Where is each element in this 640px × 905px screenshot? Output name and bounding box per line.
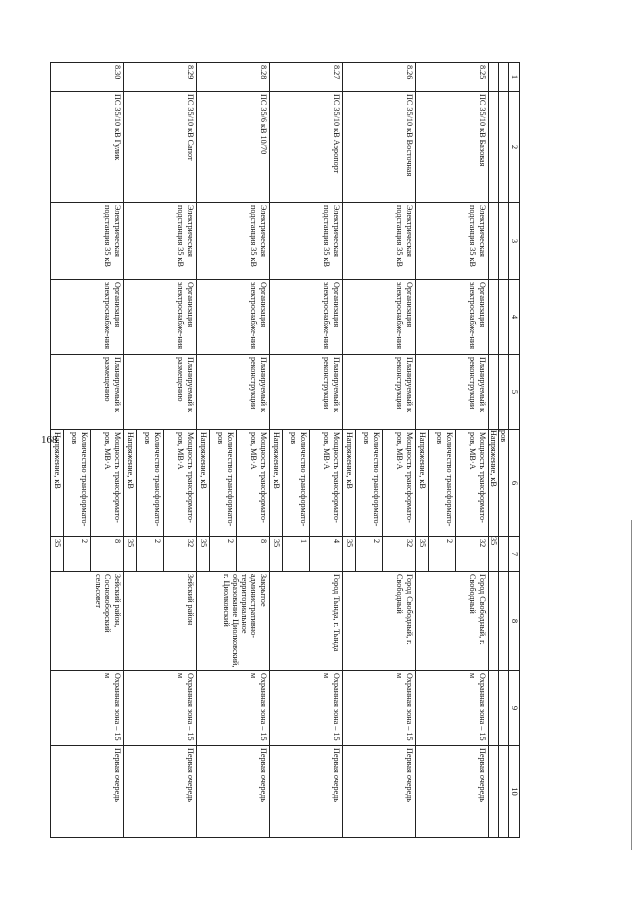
parameter-value: 35	[123, 537, 136, 572]
row-number-cell: 8.27	[269, 63, 342, 92]
parameter-label: Количество трансформато-ров	[63, 430, 90, 537]
column-number-row	[509, 63, 520, 838]
parameter-value: 32	[382, 537, 415, 572]
zone-cell: Охранная зона – 15 м	[123, 671, 196, 746]
page-number: 168	[41, 434, 58, 446]
queue-cell: Первая очередь	[415, 746, 488, 838]
object-name-cell: ПС 35/10 кВ Аэропорт	[269, 92, 342, 203]
status-cell: Планируемый к реконструкции	[342, 355, 415, 430]
parameter-label: Количество трансформато-ров	[428, 430, 455, 537]
continuation-param: ров	[498, 430, 508, 537]
parameter-label: Напряжение, кВ	[123, 430, 136, 537]
table-row	[236, 63, 269, 838]
parameter-label: Количество трансформато-ров	[282, 430, 309, 537]
parameter-value: 2	[63, 537, 90, 572]
parameter-label: Количество трансформато-ров	[136, 430, 163, 537]
object-name-cell: ПС 35/10 кВ Гулик	[50, 92, 123, 203]
zone-cell: Охранная зона – 15 м	[342, 671, 415, 746]
col-header: 1	[509, 63, 520, 92]
object-name-cell: ПС 35/10 кВ Восточная	[342, 92, 415, 203]
zone-cell: Охранная зона – 15 м	[269, 671, 342, 746]
col-header: 10	[509, 746, 520, 838]
parameter-value: 35	[196, 537, 209, 572]
continuation-value: 35	[488, 537, 498, 572]
status-cell: Планируемый к реконструкции	[415, 355, 488, 430]
table-row	[382, 63, 415, 838]
parameter-label: Напряжение, кВ	[269, 430, 282, 537]
object-type-cell: Электрическая подстанция 35 кВ	[342, 203, 415, 280]
row-number-cell: 8.26	[342, 63, 415, 92]
table-row	[455, 63, 488, 838]
object-name-cell: ПС 35/10 кВ Сапот	[123, 92, 196, 203]
table-row	[90, 63, 123, 838]
parameter-value: 35	[415, 537, 428, 572]
parameter-value: 2	[355, 537, 382, 572]
row-number-cell: 8.30	[50, 63, 123, 92]
purpose-cell: Организация электроснабже-ния	[123, 280, 196, 355]
col-header: 4	[509, 280, 520, 355]
object-table	[50, 62, 520, 838]
margin-rule	[631, 520, 632, 850]
parameter-value: 35	[342, 537, 355, 572]
location-cell: Зейский район, Сосновоборский сельсовет	[50, 572, 123, 671]
table-body	[50, 63, 488, 838]
col-header: 8	[509, 572, 520, 671]
table-row	[309, 63, 342, 838]
col-header: 6	[509, 430, 520, 537]
zone-cell: Охранная зона – 15 м	[415, 671, 488, 746]
rotated-table-frame	[52, 62, 520, 837]
location-cell: Город Свободный, г. Свободный	[415, 572, 488, 671]
parameter-label: Мощность трансформато-ров, МВ·А	[236, 430, 269, 537]
zone-cell: Охранная зона – 15 м	[50, 671, 123, 746]
parameter-label: Количество трансформато-ров	[355, 430, 382, 537]
location-cell: Зейский район	[123, 572, 196, 671]
queue-cell: Первая очередь	[123, 746, 196, 838]
parameter-label: Напряжение, кВ	[196, 430, 209, 537]
object-type-cell: Электрическая подстанция 35 кВ	[269, 203, 342, 280]
queue-cell: Первая очередь	[50, 746, 123, 838]
parameter-label: Напряжение, кВ	[415, 430, 428, 537]
col-header: 5	[509, 355, 520, 430]
row-number-cell: 8.28	[196, 63, 269, 92]
parameter-label: Мощность трансформато-ров, МВ·А	[455, 430, 488, 537]
parameter-label: Мощность трансформато-ров, МВ·А	[382, 430, 415, 537]
status-cell: Планируемый к размещению	[50, 355, 123, 430]
parameter-value: 2	[209, 537, 236, 572]
queue-cell: Первая очередь	[269, 746, 342, 838]
parameter-value: 32	[455, 537, 488, 572]
parameter-label: Мощность трансформато-ров, МВ·А	[309, 430, 342, 537]
continuation-row	[498, 63, 508, 838]
continuation-row	[488, 63, 498, 838]
object-type-cell: Электрическая подстанция 35 кВ	[415, 203, 488, 280]
purpose-cell: Организация электроснабже-ния	[415, 280, 488, 355]
col-header: 2	[509, 92, 520, 203]
parameter-label: Количество трансформато-ров	[209, 430, 236, 537]
object-type-cell: Электрическая подстанция 35 кВ	[123, 203, 196, 280]
parameter-label: Напряжение, кВ	[342, 430, 355, 537]
purpose-cell: Организация электроснабже-ния	[269, 280, 342, 355]
purpose-cell: Организация электроснабже-ния	[342, 280, 415, 355]
object-type-cell: Электрическая подстанция 35 кВ	[196, 203, 269, 280]
parameter-label: Мощность трансформато-ров, МВ·А	[163, 430, 196, 537]
status-cell: Планируемый к реконструкции	[269, 355, 342, 430]
object-name-cell: ПС 35/10 кВ Базовая	[415, 92, 488, 203]
location-cell: Закрытое административно-территориальное образование Циолковский, г. Циолковский	[196, 572, 269, 671]
parameter-value: 8	[90, 537, 123, 572]
parameter-label: Мощность трансформато-ров, МВ·А	[90, 430, 123, 537]
parameter-value: 8	[236, 537, 269, 572]
queue-cell: Первая очередь	[342, 746, 415, 838]
status-cell: Планируемый к размещению	[123, 355, 196, 430]
parameter-value: 35	[50, 537, 63, 572]
row-number-cell: 8.25	[415, 63, 488, 92]
parameter-value: 4	[309, 537, 342, 572]
parameter-label: Напряжение, кВ	[50, 430, 63, 537]
object-type-cell: Электрическая подстанция 35 кВ	[50, 203, 123, 280]
row-number-cell: 8.29	[123, 63, 196, 92]
table-row	[163, 63, 196, 838]
queue-cell: Первая очередь	[196, 746, 269, 838]
parameter-value: 2	[428, 537, 455, 572]
col-header: 3	[509, 203, 520, 280]
location-cell: Город Свободный, г. Свободный	[342, 572, 415, 671]
col-header: 7	[509, 537, 520, 572]
location-cell: Город Тында, г. Тында	[269, 572, 342, 671]
parameter-value: 2	[136, 537, 163, 572]
zone-cell: Охранная зона – 15 м	[196, 671, 269, 746]
purpose-cell: Организация электроснабже-ния	[50, 280, 123, 355]
status-cell: Планируемый к реконструкции	[196, 355, 269, 430]
col-header: 9	[509, 671, 520, 746]
purpose-cell: Организация электроснабже-ния	[196, 280, 269, 355]
table-rotator	[52, 62, 520, 837]
continuation-param: Напряжение, кВ	[488, 430, 498, 537]
parameter-value: 1	[282, 537, 309, 572]
object-name-cell: ПС 35/6 кВ 10/70	[196, 92, 269, 203]
parameter-value: 32	[163, 537, 196, 572]
parameter-value: 35	[269, 537, 282, 572]
